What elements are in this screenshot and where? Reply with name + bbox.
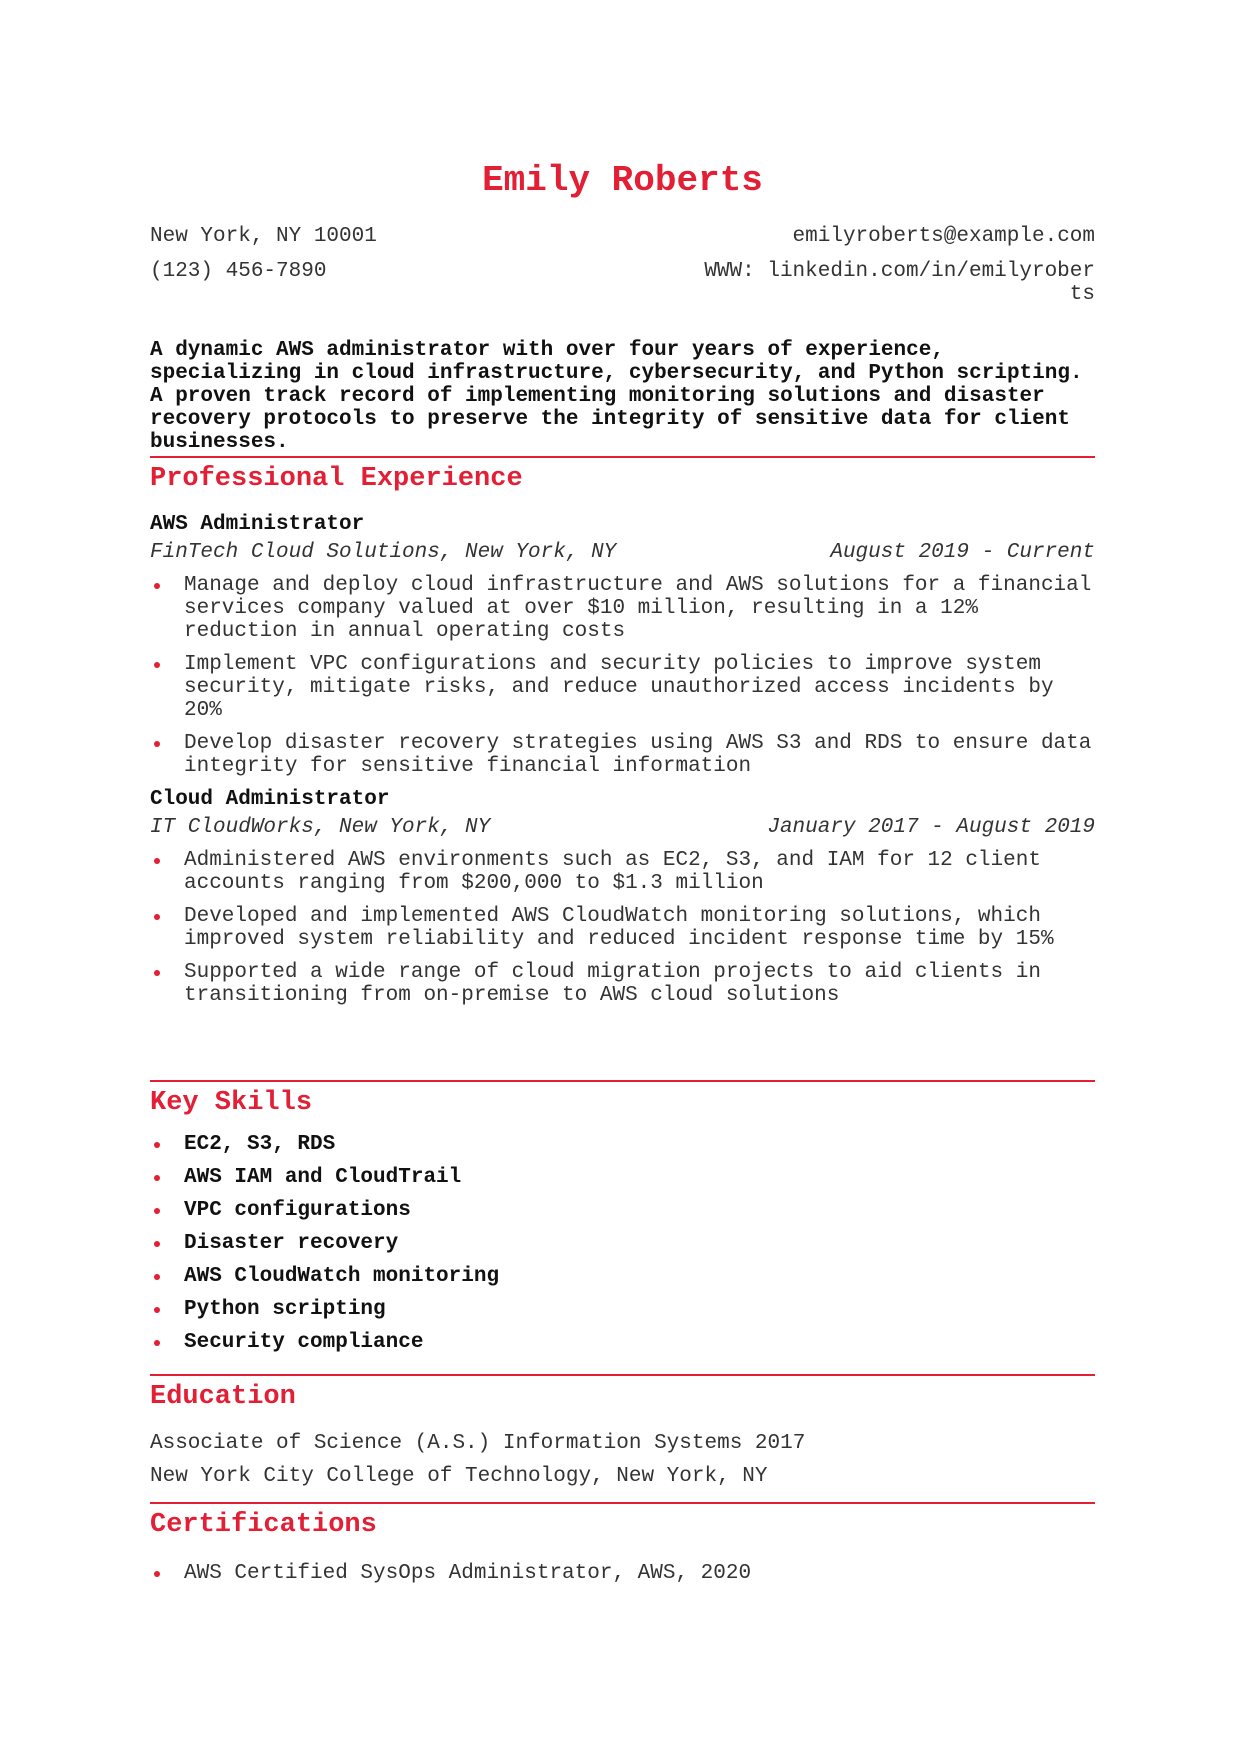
education-entry [150,1432,1095,1488]
job-dates: August 2019 - Current [830,541,1095,564]
skill-item: VPC configurations [150,1199,1095,1222]
experience-heading: Professional Experience [150,456,1095,496]
job-bullet: Developed and implemented AWS CloudWatch monitoring solutions, which improved system reliability and reduced incident response time by 15% [150,905,1095,951]
job-meta [150,541,1095,564]
skills-list [150,1133,1095,1354]
contact-block [150,225,1095,306]
skill-item: AWS CloudWatch monitoring [150,1265,1095,1288]
certifications-heading: Certifications [150,1502,1095,1542]
job-bullet: Administered AWS environments such as EC2, S3, and IAM for 12 client accounts ranging from $200,000 to $1.3 million [150,849,1095,895]
education-degree: Associate of Science (A.S.) Information Systems 2017 [150,1432,806,1455]
job-entry [150,788,1095,1007]
job-entry [150,513,1095,778]
job-title: AWS Administrator [150,513,365,536]
experience-section [150,456,1095,1007]
phone-text: (123) 456-7890 [150,260,327,283]
email-link[interactable]: emilyroberts@example.com [792,225,1095,248]
skills-section [150,1080,1095,1354]
contact-row-2 [150,260,1095,306]
location-text: New York, NY 10001 [150,225,377,248]
job-title: Cloud Administrator [150,788,390,811]
certifications-list [150,1562,1095,1585]
contact-row-1 [150,225,1095,248]
candidate-name: Emily Roberts [482,160,763,201]
job-company: FinTech Cloud Solutions, New York, NY [150,541,617,564]
job-bullets [150,574,1095,778]
job-bullet: Implement VPC configurations and security policies to improve system security, mitigate risks, and reduce unauthorized access incidents by 20% [150,653,1095,722]
certification-item: AWS Certified SysOps Administrator, AWS, 2020 [150,1562,1095,1585]
skills-heading: Key Skills [150,1080,1095,1120]
education-heading: Education [150,1374,1095,1414]
job-bullets [150,849,1095,1007]
professional-summary: A dynamic AWS administrator with over four years of experience, specializing in cloud infrastructure, cybersecurity, and Python scripting. A proven track record of implementing monitoring solutions and disaster recovery protocols to preserve the integrity of sensitive data for client businesses. [150,339,1083,454]
job-bullet: Supported a wide range of cloud migration projects to aid clients in transitioning from on-premise to AWS cloud solutions [150,961,1095,1007]
job-company: IT CloudWorks, New York, NY [150,816,491,839]
skill-item: EC2, S3, RDS [150,1133,1095,1156]
job-bullet: Develop disaster recovery strategies using AWS S3 and RDS to ensure data integrity for sensitive financial information [150,732,1095,778]
education-school: New York City College of Technology, New York, NY [150,1465,768,1488]
education-section [150,1374,1095,1488]
skill-item: AWS IAM and CloudTrail [150,1166,1095,1189]
website-link[interactable]: WWW: linkedin.com/in/emilyroberts [704,260,1095,306]
skill-item: Security compliance [150,1331,1095,1354]
skill-item: Python scripting [150,1298,1095,1321]
skill-item: Disaster recovery [150,1232,1095,1255]
certifications-section [150,1502,1095,1585]
job-bullet: Manage and deploy cloud infrastructure and AWS solutions for a financial services company valued at over $10 million, resulting in a 12% reduction in annual operating costs [150,574,1095,643]
job-dates: January 2017 - August 2019 [767,816,1095,839]
job-meta [150,816,1095,839]
